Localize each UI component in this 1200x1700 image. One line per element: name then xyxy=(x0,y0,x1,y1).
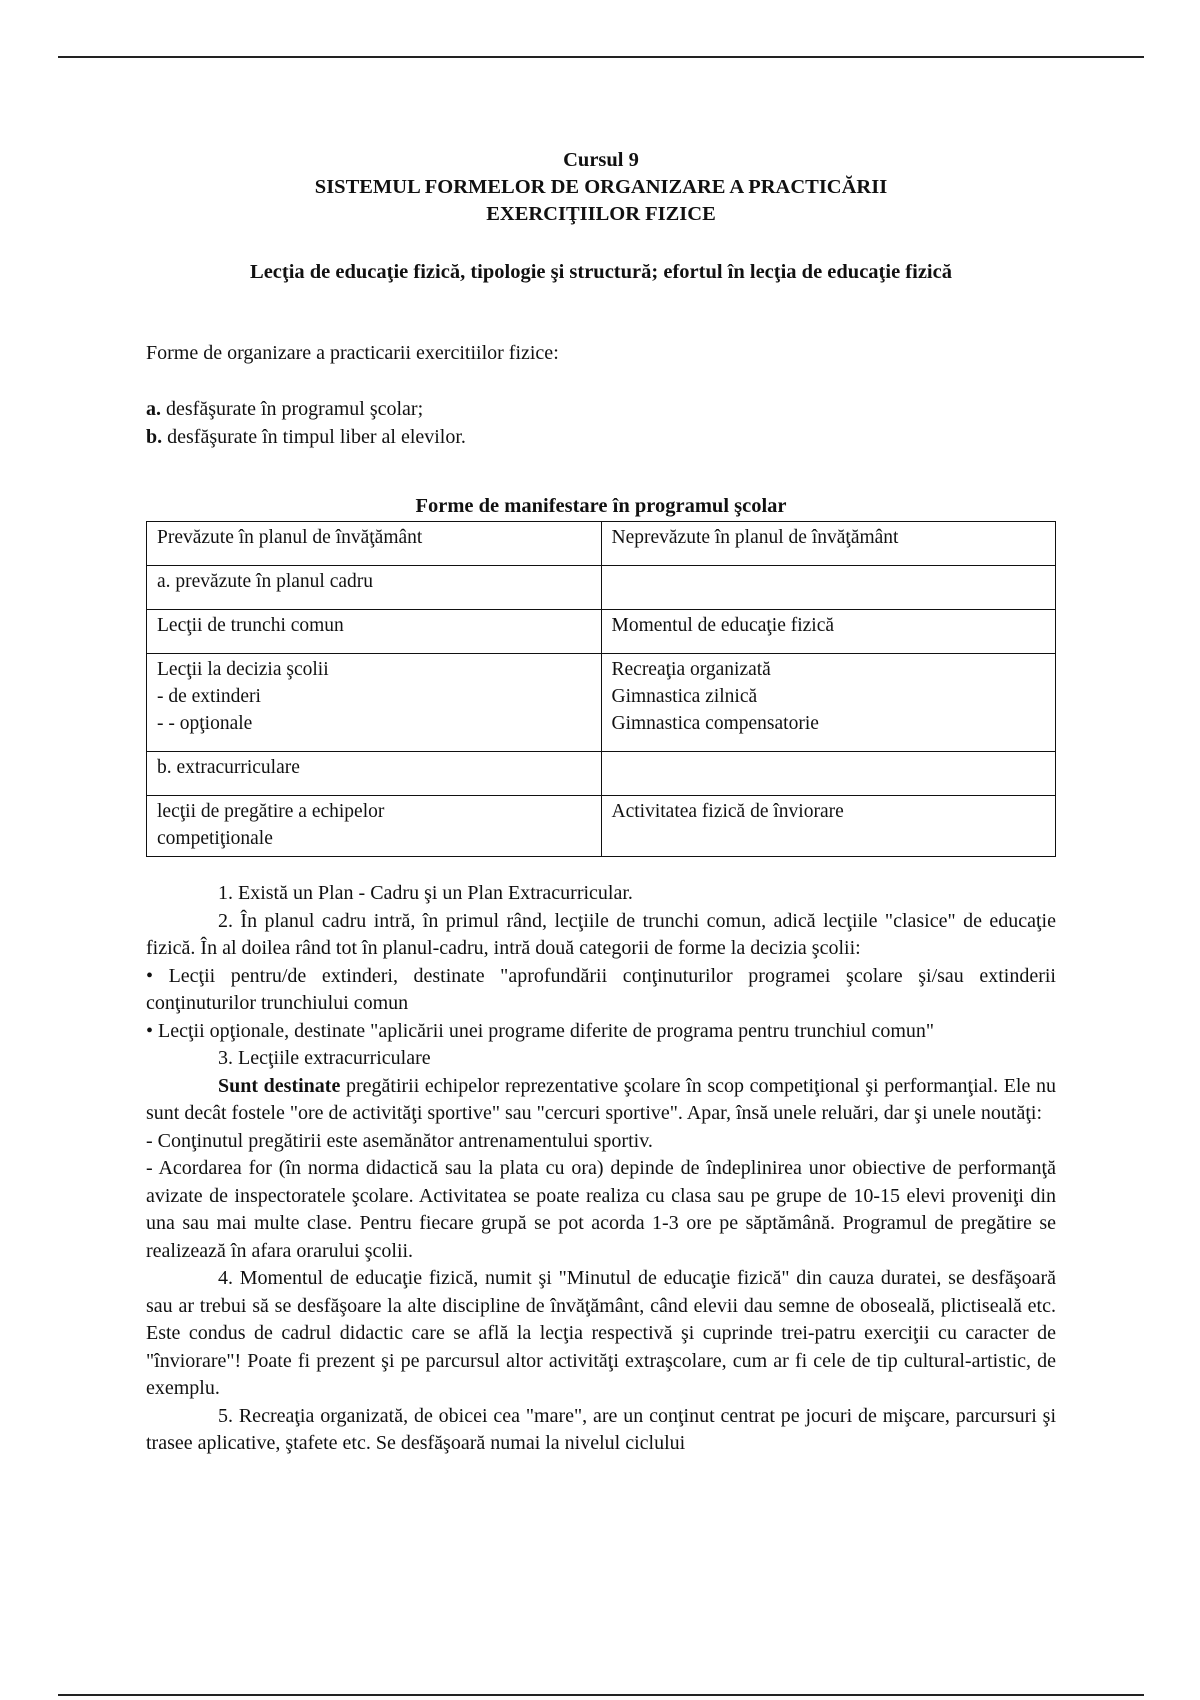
forms-table xyxy=(146,521,1056,857)
paragraph-7: - Conţinutul pregătirii este asemănător antrenamentului sportiv. xyxy=(146,1129,653,1152)
table-cell-line: Recreaţia organizată xyxy=(611,659,771,680)
list-item-b-label: b. xyxy=(146,425,163,448)
course-number: Cursul 9 xyxy=(563,149,639,171)
table-cell-line: lecţii de pregătire a echipelor xyxy=(157,801,385,822)
table-caption: Forme de manifestare în programul şcolar xyxy=(415,495,787,517)
table-cell-left xyxy=(147,610,602,654)
table-row xyxy=(147,752,1056,796)
table-row xyxy=(147,522,1056,566)
course-title-line-2: EXERCIŢIILOR FIZICE xyxy=(486,203,716,225)
paragraph-8: - Acordarea for (în norma didactică sau la plata cu ora) depinde de îndeplinirea unor obiective de performanţă avizate de inspectoratele şcolare. Activitatea se poate realiza cu clasa sau pe grupe de 10-15 elevi proveniţi din una sau mai multe clase. Pentru fiecare grupă se pot acorda 1-3 ore pe săptămână. Programul de pregătire se realizează în afara orarului şcolii. xyxy=(146,1157,1056,1262)
list-item-a-label: a. xyxy=(146,398,161,420)
list-item-b-text: desfăşurate în timpul liber al elevilor. xyxy=(162,425,466,448)
table-cell-line: Lecţii la decizia şcolii xyxy=(157,659,329,680)
table-cell-right xyxy=(601,522,1056,566)
table-cell-right xyxy=(601,752,1056,796)
table-cell-left xyxy=(147,566,602,610)
table-cell-right xyxy=(601,610,1056,654)
table-cell-line: - de extinderi xyxy=(157,686,261,707)
table-cell-line: Neprevăzute în planul de învăţământ xyxy=(611,527,899,548)
table-cell-line: competiţionale xyxy=(157,828,273,849)
table-cell-right xyxy=(601,654,1056,752)
list-item-b xyxy=(146,424,1056,452)
paragraph-6-rest: pregătirii echipelor reprezentative şcolare în scop competiţional şi performanţial. Ele nu sunt decât fostele "ore de activităţi sportive" sau "cercuri sportive". Apar, însă unele reluări, dar şi unele noutăţi: xyxy=(146,1074,1056,1124)
paragraph-1: 1. Există un Plan - Cadru şi un Plan Extracurricular. xyxy=(218,882,633,904)
paragraph-9: 4. Momentul de educaţie fizică, numit şi "Minutul de educaţie fizică" din cauza duratei, se desfăşoară sau ar trebui să se desfăşoare la alte discipline de învăţământ, când elevii dau semne de oboseală, plictiseală etc. Este condus de cadrul didactic care se află la lecţia respectivă şi cuprinde trei-patru exerciţii cu caracter de "înviorare"! Poate fi prezent şi pe parcursul altor activităţi extraşcolare, cum ar fi cele de tip cultural-artistic, de exemplu. xyxy=(146,1267,1056,1399)
table-cell-line: Gimnastica zilnică xyxy=(611,686,758,707)
paragraph-6 xyxy=(146,1073,1056,1128)
table-cell-line: Lecţii de trunchi comun xyxy=(157,615,344,636)
body-text xyxy=(146,880,1056,1458)
table-row xyxy=(147,566,1056,610)
list-item-a xyxy=(146,396,1056,424)
organization-forms-list xyxy=(146,396,1056,451)
course-heading xyxy=(146,147,1056,228)
table-row xyxy=(147,796,1056,857)
paragraph-6-bold: Sunt destinate xyxy=(218,1074,341,1097)
paragraph-5: 3. Lecţiile extracurriculare xyxy=(218,1047,431,1069)
table-cell-left xyxy=(147,522,602,566)
table-row xyxy=(147,654,1056,752)
top-rule xyxy=(58,56,1144,58)
paragraph-4: • Lecţii opţionale, destinate "aplicării unei programe diferite de programa pentru trunchiul comun" xyxy=(146,1019,935,1042)
table-cell-line: Gimnastica compensatorie xyxy=(611,713,819,734)
table-cell-line: b. extracurriculare xyxy=(157,757,300,778)
table-cell-line: - - opţionale xyxy=(157,713,253,734)
table-cell-left xyxy=(147,654,602,752)
table-cell-line: Activitatea fizică de înviorare xyxy=(611,801,844,822)
table-cell-line: Prevăzute în planul de învăţământ xyxy=(157,527,423,548)
bottom-rule xyxy=(58,1694,1144,1696)
table-cell-right xyxy=(601,796,1056,857)
table-cell-line: a. prevăzute în planul cadru xyxy=(157,571,374,592)
paragraph-3: • Lecţii pentru/de extinderi, destinate "aprofundării conţinuturilor programei şcolare şi/sau extinderii conţinuturilor trunchiului comun xyxy=(146,964,1056,1014)
intro-lead: Forme de organizare a practicarii exercitiilor fizice: xyxy=(146,342,559,364)
table-cell-left xyxy=(147,752,602,796)
table-cell-right xyxy=(601,566,1056,610)
table-row xyxy=(147,610,1056,654)
list-item-a-text: desfăşurate în programul şcolar; xyxy=(161,398,424,420)
paragraph-10: 5. Recreaţia organizată, de obicei cea "mare", are un conţinut centrat pe jocuri de mişcare, parcursuri şi trasee aplicative, ştafete etc. Se desfăşoară numai la nivelul ciclului xyxy=(146,1404,1056,1454)
course-subtitle: Lecţia de educaţie fizică, tipologie şi structură; efortul în lecţia de educaţie fizică xyxy=(250,261,952,283)
table-cell-line: Momentul de educaţie fizică xyxy=(611,615,835,636)
course-title-line-1: SISTEMUL FORMELOR DE ORGANIZARE A PRACTICĂRII xyxy=(314,176,888,198)
table-cell-left xyxy=(147,796,602,857)
paragraph-2: 2. În planul cadru intră, în primul rând, lecţiile de trunchi comun, adică lecţiile "clasice" de educaţie fizică. În al doilea rând tot în planul-cadru, intră două categorii de forme la decizia şcolii: xyxy=(146,909,1056,959)
